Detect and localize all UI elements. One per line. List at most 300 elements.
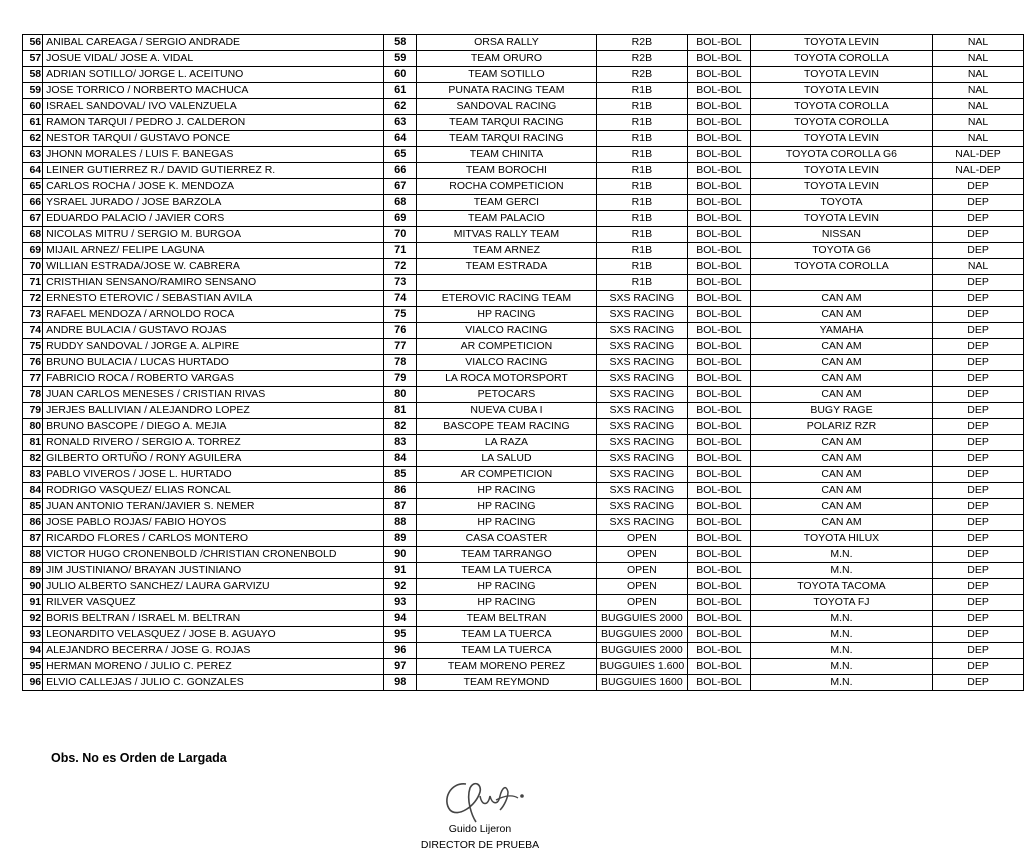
license-type-cell: DEP xyxy=(933,547,1024,563)
car-number-cell: 71 xyxy=(384,243,417,259)
nationality-cell: BOL-BOL xyxy=(688,435,751,451)
vehicle-cell: CAN AM xyxy=(750,467,932,483)
category-cell: SXS RACING xyxy=(596,483,688,499)
vehicle-cell: CAN AM xyxy=(750,307,932,323)
crew-names-cell: HERMAN MORENO / JULIO C. PEREZ xyxy=(43,659,384,675)
nationality-cell: BOL-BOL xyxy=(688,131,751,147)
entry-number-cell: 83 xyxy=(23,467,43,483)
entry-number-cell: 87 xyxy=(23,531,43,547)
nationality-cell: BOL-BOL xyxy=(688,419,751,435)
entry-number-cell: 69 xyxy=(23,243,43,259)
vehicle-cell: TOYOTA COROLLA xyxy=(750,99,932,115)
entry-number-cell: 92 xyxy=(23,611,43,627)
table-row xyxy=(23,115,1024,131)
car-number-cell: 60 xyxy=(384,67,417,83)
team-name-cell: TEAM GERCI xyxy=(417,195,596,211)
crew-names-cell: WILLIAN ESTRADA/JOSE W. CABRERA xyxy=(43,259,384,275)
car-number-cell: 67 xyxy=(384,179,417,195)
license-type-cell: DEP xyxy=(933,515,1024,531)
team-name-cell: HP RACING xyxy=(417,579,596,595)
car-number-cell: 64 xyxy=(384,131,417,147)
team-name-cell: MITVAS RALLY TEAM xyxy=(417,227,596,243)
vehicle-cell: TOYOTA LEVIN xyxy=(750,131,932,147)
license-type-cell: DEP xyxy=(933,579,1024,595)
entry-number-cell: 63 xyxy=(23,147,43,163)
category-cell: SXS RACING xyxy=(596,339,688,355)
category-cell: R1B xyxy=(596,211,688,227)
crew-names-cell: JIM JUSTINIANO/ BRAYAN JUSTINIANO xyxy=(43,563,384,579)
crew-names-cell: LEINER GUTIERREZ R./ DAVID GUTIERREZ R. xyxy=(43,163,384,179)
crew-names-cell: MIJAIL ARNEZ/ FELIPE LAGUNA xyxy=(43,243,384,259)
entry-number-cell: 71 xyxy=(23,275,43,291)
category-cell: R1B xyxy=(596,275,688,291)
table-row xyxy=(23,259,1024,275)
team-name-cell: LA RAZA xyxy=(417,435,596,451)
car-number-cell: 75 xyxy=(384,307,417,323)
vehicle-cell: TOYOTA LEVIN xyxy=(750,211,932,227)
crew-names-cell: RAMON TARQUI / PEDRO J. CALDERON xyxy=(43,115,384,131)
nationality-cell: BOL-BOL xyxy=(688,387,751,403)
team-name-cell: TEAM LA TUERCA xyxy=(417,627,596,643)
team-name-cell: TEAM SOTILLO xyxy=(417,67,596,83)
crew-names-cell: JOSE TORRICO / NORBERTO MACHUCA xyxy=(43,83,384,99)
license-type-cell: DEP xyxy=(933,435,1024,451)
table-row xyxy=(23,195,1024,211)
nationality-cell: BOL-BOL xyxy=(688,323,751,339)
team-name-cell: HP RACING xyxy=(417,515,596,531)
category-cell: OPEN xyxy=(596,563,688,579)
license-type-cell: DEP xyxy=(933,675,1024,691)
vehicle-cell: TOYOTA COROLLA xyxy=(750,259,932,275)
nationality-cell: BOL-BOL xyxy=(688,403,751,419)
car-number-cell: 66 xyxy=(384,163,417,179)
license-type-cell: DEP xyxy=(933,483,1024,499)
car-number-cell: 80 xyxy=(384,387,417,403)
license-type-cell: DEP xyxy=(933,403,1024,419)
crew-names-cell: JUAN ANTONIO TERAN/JAVIER S. NEMER xyxy=(43,499,384,515)
table-row xyxy=(23,483,1024,499)
nationality-cell: BOL-BOL xyxy=(688,483,751,499)
license-type-cell: DEP xyxy=(933,419,1024,435)
team-name-cell xyxy=(417,275,596,291)
nationality-cell: BOL-BOL xyxy=(688,547,751,563)
car-number-cell: 59 xyxy=(384,51,417,67)
crew-names-cell: RAFAEL MENDOZA / ARNOLDO ROCA xyxy=(43,307,384,323)
table-row xyxy=(23,83,1024,99)
vehicle-cell: TOYOTA LEVIN xyxy=(750,163,932,179)
team-name-cell: TEAM TARRANGO xyxy=(417,547,596,563)
vehicle-cell: TOYOTA FJ xyxy=(750,595,932,611)
category-cell: R1B xyxy=(596,243,688,259)
table-row xyxy=(23,163,1024,179)
table-row xyxy=(23,387,1024,403)
car-number-cell: 84 xyxy=(384,451,417,467)
crew-names-cell: EDUARDO PALACIO / JAVIER CORS xyxy=(43,211,384,227)
car-number-cell: 96 xyxy=(384,643,417,659)
crew-names-cell: ELVIO CALLEJAS / JULIO C. GONZALES xyxy=(43,675,384,691)
license-type-cell: DEP xyxy=(933,243,1024,259)
license-type-cell: DEP xyxy=(933,563,1024,579)
car-number-cell: 65 xyxy=(384,147,417,163)
table-row xyxy=(23,243,1024,259)
entry-number-cell: 93 xyxy=(23,627,43,643)
crew-names-cell: LEONARDITO VELASQUEZ / JOSE B. AGUAYO xyxy=(43,627,384,643)
vehicle-cell: TOYOTA HILUX xyxy=(750,531,932,547)
vehicle-cell: M.N. xyxy=(750,627,932,643)
nationality-cell: BOL-BOL xyxy=(688,259,751,275)
license-type-cell: DEP xyxy=(933,611,1024,627)
entries-body xyxy=(23,35,1024,691)
vehicle-cell: CAN AM xyxy=(750,499,932,515)
car-number-cell: 76 xyxy=(384,323,417,339)
entry-number-cell: 82 xyxy=(23,451,43,467)
team-name-cell: LA ROCA MOTORSPORT xyxy=(417,371,596,387)
license-type-cell: DEP xyxy=(933,499,1024,515)
license-type-cell: NAL xyxy=(933,115,1024,131)
vehicle-cell: CAN AM xyxy=(750,451,932,467)
crew-names-cell: PABLO VIVEROS / JOSE L. HURTADO xyxy=(43,467,384,483)
vehicle-cell: NISSAN xyxy=(750,227,932,243)
car-number-cell: 95 xyxy=(384,627,417,643)
license-type-cell: DEP xyxy=(933,627,1024,643)
nationality-cell: BOL-BOL xyxy=(688,563,751,579)
crew-names-cell: NICOLAS MITRU / SERGIO M. BURGOA xyxy=(43,227,384,243)
nationality-cell: BOL-BOL xyxy=(688,115,751,131)
category-cell: SXS RACING xyxy=(596,499,688,515)
vehicle-cell: CAN AM xyxy=(750,355,932,371)
license-type-cell: DEP xyxy=(933,451,1024,467)
entry-number-cell: 70 xyxy=(23,259,43,275)
observation-note: Obs. No es Orden de Largada xyxy=(51,751,227,765)
license-type-cell: NAL xyxy=(933,83,1024,99)
category-cell: SXS RACING xyxy=(596,323,688,339)
license-type-cell: DEP xyxy=(933,643,1024,659)
license-type-cell: NAL xyxy=(933,259,1024,275)
entry-number-cell: 56 xyxy=(23,35,43,51)
vehicle-cell: CAN AM xyxy=(750,291,932,307)
team-name-cell: BASCOPE TEAM RACING xyxy=(417,419,596,435)
team-name-cell: VIALCO RACING xyxy=(417,355,596,371)
category-cell: R1B xyxy=(596,163,688,179)
nationality-cell: BOL-BOL xyxy=(688,659,751,675)
nationality-cell: BOL-BOL xyxy=(688,275,751,291)
nationality-cell: BOL-BOL xyxy=(688,467,751,483)
car-number-cell: 91 xyxy=(384,563,417,579)
car-number-cell: 73 xyxy=(384,275,417,291)
entry-number-cell: 90 xyxy=(23,579,43,595)
team-name-cell: TEAM ARNEZ xyxy=(417,243,596,259)
entry-number-cell: 86 xyxy=(23,515,43,531)
crew-names-cell: BRUNO BASCOPE / DIEGO A. MEJIA xyxy=(43,419,384,435)
table-row xyxy=(23,435,1024,451)
entry-number-cell: 79 xyxy=(23,403,43,419)
car-number-cell: 68 xyxy=(384,195,417,211)
entry-number-cell: 84 xyxy=(23,483,43,499)
team-name-cell: TEAM REYMOND xyxy=(417,675,596,691)
crew-names-cell: ANIBAL CAREAGA / SERGIO ANDRADE xyxy=(43,35,384,51)
vehicle-cell: BUGY RAGE xyxy=(750,403,932,419)
license-type-cell: NAL xyxy=(933,99,1024,115)
entry-number-cell: 73 xyxy=(23,307,43,323)
crew-names-cell: JOSUE VIDAL/ JOSE A. VIDAL xyxy=(43,51,384,67)
table-row xyxy=(23,355,1024,371)
vehicle-cell: CAN AM xyxy=(750,435,932,451)
entry-number-cell: 64 xyxy=(23,163,43,179)
license-type-cell: DEP xyxy=(933,659,1024,675)
table-row xyxy=(23,659,1024,675)
crew-names-cell: JERJES BALLIVIAN / ALEJANDRO LOPEZ xyxy=(43,403,384,419)
crew-names-cell: JOSE PABLO ROJAS/ FABIO HOYOS xyxy=(43,515,384,531)
vehicle-cell: TOYOTA COROLLA G6 xyxy=(750,147,932,163)
team-name-cell: TEAM TARQUI RACING xyxy=(417,115,596,131)
crew-names-cell: GILBERTO ORTUÑO / RONY AGUILERA xyxy=(43,451,384,467)
category-cell: SXS RACING xyxy=(596,355,688,371)
category-cell: SXS RACING xyxy=(596,435,688,451)
vehicle-cell: TOYOTA LEVIN xyxy=(750,67,932,83)
entry-number-cell: 80 xyxy=(23,419,43,435)
vehicle-cell: TOYOTA LEVIN xyxy=(750,179,932,195)
team-name-cell: PETOCARS xyxy=(417,387,596,403)
nationality-cell: BOL-BOL xyxy=(688,99,751,115)
license-type-cell: NAL-DEP xyxy=(933,163,1024,179)
table-row xyxy=(23,211,1024,227)
nationality-cell: BOL-BOL xyxy=(688,243,751,259)
team-name-cell: ORSA RALLY xyxy=(417,35,596,51)
car-number-cell: 98 xyxy=(384,675,417,691)
table-row xyxy=(23,579,1024,595)
table-row xyxy=(23,323,1024,339)
table-row xyxy=(23,403,1024,419)
car-number-cell: 90 xyxy=(384,547,417,563)
team-name-cell: HP RACING xyxy=(417,307,596,323)
team-name-cell: NUEVA CUBA I xyxy=(417,403,596,419)
vehicle-cell: M.N. xyxy=(750,643,932,659)
team-name-cell: AR COMPETICION xyxy=(417,339,596,355)
category-cell: R1B xyxy=(596,259,688,275)
nationality-cell: BOL-BOL xyxy=(688,179,751,195)
license-type-cell: DEP xyxy=(933,275,1024,291)
signer-name: Guido Lijeron xyxy=(448,823,512,835)
entry-number-cell: 95 xyxy=(23,659,43,675)
category-cell: SXS RACING xyxy=(596,419,688,435)
table-row xyxy=(23,371,1024,387)
signer-role: DIRECTOR DE PRUEBA xyxy=(420,839,540,851)
category-cell: R2B xyxy=(596,51,688,67)
table-row xyxy=(23,131,1024,147)
table-row xyxy=(23,419,1024,435)
category-cell: SXS RACING xyxy=(596,291,688,307)
license-type-cell: DEP xyxy=(933,371,1024,387)
nationality-cell: BOL-BOL xyxy=(688,195,751,211)
vehicle-cell xyxy=(750,275,932,291)
category-cell: OPEN xyxy=(596,531,688,547)
team-name-cell: LA SALUD xyxy=(417,451,596,467)
table-row xyxy=(23,307,1024,323)
category-cell: R1B xyxy=(596,83,688,99)
license-type-cell: NAL xyxy=(933,67,1024,83)
table-row xyxy=(23,227,1024,243)
table-row xyxy=(23,339,1024,355)
table-row xyxy=(23,611,1024,627)
nationality-cell: BOL-BOL xyxy=(688,355,751,371)
table-row xyxy=(23,51,1024,67)
entry-number-cell: 60 xyxy=(23,99,43,115)
table-row xyxy=(23,515,1024,531)
category-cell: OPEN xyxy=(596,547,688,563)
nationality-cell: BOL-BOL xyxy=(688,339,751,355)
license-type-cell: DEP xyxy=(933,195,1024,211)
entry-number-cell: 94 xyxy=(23,643,43,659)
vehicle-cell: CAN AM xyxy=(750,387,932,403)
car-number-cell: 63 xyxy=(384,115,417,131)
table-row xyxy=(23,675,1024,691)
nationality-cell: BOL-BOL xyxy=(688,83,751,99)
nationality-cell: BOL-BOL xyxy=(688,307,751,323)
crew-names-cell: FABRICIO ROCA / ROBERTO VARGAS xyxy=(43,371,384,387)
category-cell: BUGGUIES 2000 xyxy=(596,643,688,659)
car-number-cell: 87 xyxy=(384,499,417,515)
nationality-cell: BOL-BOL xyxy=(688,595,751,611)
nationality-cell: BOL-BOL xyxy=(688,67,751,83)
category-cell: BUGGUIES 1.600 xyxy=(596,659,688,675)
car-number-cell: 81 xyxy=(384,403,417,419)
team-name-cell: SANDOVAL RACING xyxy=(417,99,596,115)
car-number-cell: 70 xyxy=(384,227,417,243)
car-number-cell: 79 xyxy=(384,371,417,387)
car-number-cell: 93 xyxy=(384,595,417,611)
entry-number-cell: 67 xyxy=(23,211,43,227)
category-cell: R2B xyxy=(596,35,688,51)
table-row xyxy=(23,99,1024,115)
entry-number-cell: 59 xyxy=(23,83,43,99)
table-row xyxy=(23,595,1024,611)
license-type-cell: DEP xyxy=(933,387,1024,403)
table-row xyxy=(23,627,1024,643)
license-type-cell: NAL-DEP xyxy=(933,147,1024,163)
nationality-cell: BOL-BOL xyxy=(688,291,751,307)
entry-number-cell: 81 xyxy=(23,435,43,451)
team-name-cell: AR COMPETICION xyxy=(417,467,596,483)
license-type-cell: DEP xyxy=(933,211,1024,227)
car-number-cell: 62 xyxy=(384,99,417,115)
nationality-cell: BOL-BOL xyxy=(688,451,751,467)
category-cell: BUGGUIES 2000 xyxy=(596,627,688,643)
nationality-cell: BOL-BOL xyxy=(688,147,751,163)
category-cell: SXS RACING xyxy=(596,467,688,483)
car-number-cell: 92 xyxy=(384,579,417,595)
crew-names-cell: RICARDO FLORES / CARLOS MONTERO xyxy=(43,531,384,547)
category-cell: SXS RACING xyxy=(596,307,688,323)
category-cell: R1B xyxy=(596,99,688,115)
crew-names-cell: RUDDY SANDOVAL / JORGE A. ALPIRE xyxy=(43,339,384,355)
entry-number-cell: 68 xyxy=(23,227,43,243)
entry-number-cell: 74 xyxy=(23,323,43,339)
license-type-cell: DEP xyxy=(933,467,1024,483)
nationality-cell: BOL-BOL xyxy=(688,531,751,547)
table-row xyxy=(23,147,1024,163)
category-cell: SXS RACING xyxy=(596,387,688,403)
category-cell: R1B xyxy=(596,115,688,131)
category-cell: SXS RACING xyxy=(596,451,688,467)
car-number-cell: 58 xyxy=(384,35,417,51)
table-row xyxy=(23,467,1024,483)
team-name-cell: TEAM LA TUERCA xyxy=(417,643,596,659)
vehicle-cell: TOYOTA xyxy=(750,195,932,211)
car-number-cell: 85 xyxy=(384,467,417,483)
vehicle-cell: M.N. xyxy=(750,675,932,691)
table-row xyxy=(23,643,1024,659)
entry-number-cell: 76 xyxy=(23,355,43,371)
entry-number-cell: 66 xyxy=(23,195,43,211)
category-cell: SXS RACING xyxy=(596,515,688,531)
car-number-cell: 86 xyxy=(384,483,417,499)
car-number-cell: 78 xyxy=(384,355,417,371)
table-row xyxy=(23,547,1024,563)
crew-names-cell: RODRIGO VASQUEZ/ ELIAS RONCAL xyxy=(43,483,384,499)
crew-names-cell: ERNESTO ETEROVIC / SEBASTIAN AVILA xyxy=(43,291,384,307)
license-type-cell: DEP xyxy=(933,307,1024,323)
category-cell: R1B xyxy=(596,227,688,243)
entry-number-cell: 96 xyxy=(23,675,43,691)
car-number-cell: 97 xyxy=(384,659,417,675)
nationality-cell: BOL-BOL xyxy=(688,51,751,67)
license-type-cell: DEP xyxy=(933,355,1024,371)
nationality-cell: BOL-BOL xyxy=(688,163,751,179)
team-name-cell: HP RACING xyxy=(417,499,596,515)
vehicle-cell: TOYOTA LEVIN xyxy=(750,35,932,51)
vehicle-cell: M.N. xyxy=(750,659,932,675)
nationality-cell: BOL-BOL xyxy=(688,499,751,515)
nationality-cell: BOL-BOL xyxy=(688,643,751,659)
category-cell: SXS RACING xyxy=(596,403,688,419)
nationality-cell: BOL-BOL xyxy=(688,35,751,51)
team-name-cell: TEAM MORENO PEREZ xyxy=(417,659,596,675)
vehicle-cell: CAN AM xyxy=(750,515,932,531)
car-number-cell: 83 xyxy=(384,435,417,451)
table-row xyxy=(23,499,1024,515)
category-cell: R1B xyxy=(596,147,688,163)
team-name-cell: TEAM TARQUI RACING xyxy=(417,131,596,147)
table-row xyxy=(23,291,1024,307)
crew-names-cell: ADRIAN SOTILLO/ JORGE L. ACEITUNO xyxy=(43,67,384,83)
nationality-cell: BOL-BOL xyxy=(688,371,751,387)
license-type-cell: DEP xyxy=(933,323,1024,339)
team-name-cell: ROCHA COMPETICION xyxy=(417,179,596,195)
entry-number-cell: 72 xyxy=(23,291,43,307)
car-number-cell: 89 xyxy=(384,531,417,547)
entry-number-cell: 75 xyxy=(23,339,43,355)
team-name-cell: CASA COASTER xyxy=(417,531,596,547)
table-row xyxy=(23,275,1024,291)
car-number-cell: 88 xyxy=(384,515,417,531)
license-type-cell: NAL xyxy=(933,51,1024,67)
team-name-cell: ETEROVIC RACING TEAM xyxy=(417,291,596,307)
category-cell: R2B xyxy=(596,67,688,83)
vehicle-cell: YAMAHA xyxy=(750,323,932,339)
category-cell: BUGGUIES 1600 xyxy=(596,675,688,691)
table-row xyxy=(23,563,1024,579)
crew-names-cell: RONALD RIVERO / SERGIO A. TORREZ xyxy=(43,435,384,451)
vehicle-cell: M.N. xyxy=(750,547,932,563)
vehicle-cell: CAN AM xyxy=(750,371,932,387)
entry-number-cell: 58 xyxy=(23,67,43,83)
license-type-cell: DEP xyxy=(933,595,1024,611)
team-name-cell: TEAM CHINITA xyxy=(417,147,596,163)
entries-table xyxy=(22,34,1024,691)
category-cell: R1B xyxy=(596,131,688,147)
crew-names-cell: BORIS BELTRAN / ISRAEL M. BELTRAN xyxy=(43,611,384,627)
entry-number-cell: 57 xyxy=(23,51,43,67)
